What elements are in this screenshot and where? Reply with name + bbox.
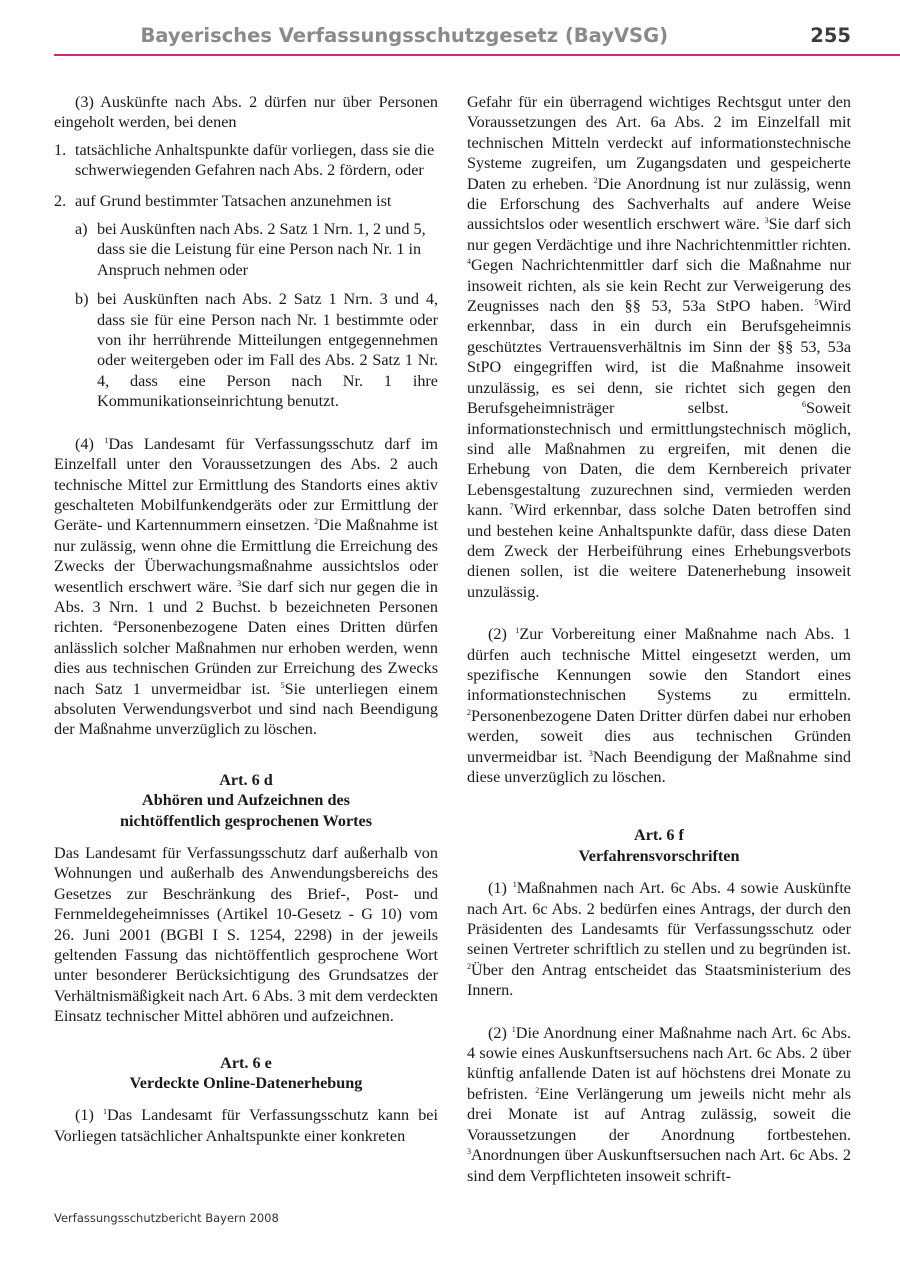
sentence-number: 2 bbox=[593, 175, 598, 185]
paragraph-prefix: (4) bbox=[75, 434, 105, 453]
article-number: Art. 6 e bbox=[220, 1053, 272, 1072]
article-number: Art. 6 f bbox=[634, 826, 684, 845]
page-number: 255 bbox=[810, 24, 851, 47]
sentence-number: 1 bbox=[511, 1024, 516, 1034]
sentence-number: 1 bbox=[104, 435, 109, 445]
sub-item-b bbox=[75, 289, 438, 411]
sentence: Anordnungen über Auskunftsersuchen nach Art. 6c Abs. 2 sind dem Verpflichteten insoweit schrift- bbox=[467, 1146, 851, 1185]
sentence-number: 2 bbox=[467, 961, 471, 971]
sentence: Sie darf sich nur gegen die in Abs. 3 Nrn. 1 und 2 Buchst. b bezeichneten Personen richten. bbox=[54, 577, 439, 637]
sentence: Die Anordnung ist nur zulässig, wenn die Erforschung des Sachverhalts auf andere Weise aussichtslos oder wesentlich erschwert wäre. bbox=[467, 174, 851, 234]
sentence: Die Anordnung einer Maßnahme nach Art. 6c Abs. 4 sowie eines Auskunftsersuchens nach Art. 6c Abs. 2 über künftig anfallende Daten ist auf höchstens drei Monate zu befristen. bbox=[467, 1023, 851, 1103]
sentence-number: 2 bbox=[535, 1085, 540, 1095]
sentence: Sie unterliegen einem absoluten Verwendungsverbot und sind nach Beendigung der Maßnahme unverzüglich zu löschen. bbox=[54, 679, 438, 739]
sentence-number: 4 bbox=[113, 619, 118, 629]
article-6e-paragraph-1-continued bbox=[467, 92, 851, 602]
sentence: Das Landesamt für Verfassungsschutz kann bei Vorliegen tatsächlicher Anhaltspunkte einer konkreten bbox=[54, 1106, 438, 1145]
sentence: Gegen Nachrichtenmittler darf sich die Maßnahme nur insoweit richten, als sie kein Recht zur Verweigerung des Zeugnisses nach den §§ 53, 53a StPO haben. bbox=[467, 256, 851, 316]
sentence-number: 1 bbox=[102, 1107, 107, 1117]
paragraph-prefix: (1) bbox=[75, 1106, 103, 1125]
sentence-number: 7 bbox=[509, 502, 514, 512]
article-6d-heading bbox=[54, 770, 438, 831]
article-title: Verdeckte Online-Datenerhebung bbox=[129, 1074, 363, 1093]
list-item-text: auf Grund bestimmter Tatsachen anzunehmen ist bbox=[75, 191, 392, 210]
sentence: Soweit informationstechnisch und ermittlungstechnisch möglich, sind alle Maßnahmen zu ergreifen, mit denen die Erhebung von Daten, die dem Kernbereich privater Lebensgestaltung zuzurechnen sind, vermieden werden kann. bbox=[467, 399, 851, 520]
article-6e-paragraph-2 bbox=[467, 624, 851, 787]
sentence-number: 6 bbox=[802, 400, 807, 410]
sentence: Das Landesamt für Verfassungsschutz darf im Einzelfall unter den Voraussetzungen des Abs. 2 auch technische Mittel zur Ermittlung des Standorts eines aktiv geschalteten Mobilfunkendgeräts oder zur Ermittlung der Geräte- und Kartennummern einsetzen. bbox=[54, 434, 438, 535]
list-number: 1. bbox=[54, 140, 67, 159]
sentence-number: 1 bbox=[512, 880, 517, 890]
article-6e-paragraph-1 bbox=[54, 1105, 438, 1146]
list-item-text: tatsächliche Anhaltspunkte dafür vorliegen, dass sie die schwerwiegenden Gefahren nach Abs. 2 fördern, oder bbox=[75, 140, 435, 180]
sentence-number: 3 bbox=[764, 216, 769, 226]
article-6f-heading bbox=[467, 825, 851, 866]
sub-item-a bbox=[75, 219, 438, 280]
article-number: Art. 6 d bbox=[219, 770, 273, 789]
article-title: Verfahrensvorschriften bbox=[578, 846, 740, 865]
sentence: Eine Verlängerung um jeweils nicht mehr als drei Monate ist auf Antrag zulässig, soweit die Voraussetzungen der Anordnung fortbestehen. bbox=[467, 1084, 851, 1144]
sentence: Nach Beendigung der Maßnahme sind diese unverzüglich zu löschen. bbox=[467, 747, 851, 786]
paragraph-prefix: (2) bbox=[488, 625, 516, 644]
paragraph-3-intro: (3) Auskünfte nach Abs. 2 dürfen nur über Personen eingeholt werden, bei denen bbox=[54, 93, 438, 132]
page-footer: Verfassungsschutzbericht Bayern 2008 bbox=[54, 1211, 279, 1225]
paragraph-prefix: (1) bbox=[488, 879, 513, 898]
sentence-number: 4 bbox=[467, 257, 471, 267]
sentence-number: 5 bbox=[814, 298, 819, 308]
article-6d-text: Das Landesamt für Verfassungsschutz darf außerhalb von Wohnungen und außerhalb des Anwendungsbereichs des Gesetzes zur Beschränkung des Brief-, Post- und Fernmeldegeheimnisses (Artikel 10-Gesetz - G 10) vom 26. Juni 2001 (BGBl I S. 1254, 2298) in der jeweils geltenden Fassung das nichtöffentlich gesprochene Wort unter besonderer Berücksichtigung des Grundsatzes der Verhältnismäßigkeit nach Art. 6 Abs. 3 mit dem verdeckten Einsatz technischer Mittel abhören und aufzeichnen. bbox=[54, 844, 438, 1026]
article-6f-paragraph-1 bbox=[467, 878, 851, 1000]
list-number: 2. bbox=[54, 191, 67, 210]
sentence-number: 2 bbox=[467, 707, 471, 717]
sentence: Sie darf sich nur gegen Verdächtige und ihre Nachrichtenmittler richten. bbox=[467, 215, 851, 254]
sentence: Gefahr für ein überragend wichtiges Rechtsgut unter den Voraussetzungen des Art. 6a Abs. 2 im Einzelfall mit technischen Mitteln verdeckt auf informationstechnische Systeme zugreifen, um Zugangsdaten und gespeicherte Daten zu erheben. bbox=[467, 93, 851, 193]
sentence: Personenbezogene Daten Dritter dürfen dabei nur erhoben werden, soweit dies aus technischen Gründen unvermeidbar ist. bbox=[467, 706, 851, 766]
sub-item-label: b) bbox=[75, 290, 89, 309]
sentence: Die Maßnahme ist nur zulässig, wenn ohne die Ermittlung die Erreichung des Zwecks der Überwachungsmaßnahme aussichtslos oder wesentlich erschwert wäre. bbox=[54, 516, 438, 596]
sentence: Zur Vorbereitung einer Maßnahme nach Abs. 1 dürfen auch technische Mittel eingesetzt werden, um spezifische Kennungen sowie den Standort eines informationstechnischen Systems zu ermitteln. bbox=[467, 625, 852, 705]
sentence: Wird erkennbar, dass solche Daten betroffen sind und bestehen keine Anhaltspunkte dafür, dass diese Daten dem Zweck der Herbeiführung eines Erhebungsverbots dienen sollen, ist die weitere Datenerhebung insoweit unzulässig. bbox=[467, 501, 851, 601]
sub-item-label: a) bbox=[75, 220, 88, 239]
sentence-number: 5 bbox=[280, 680, 285, 690]
article-6f-paragraph-2 bbox=[467, 1023, 851, 1186]
page-header bbox=[54, 22, 900, 56]
sub-item-text: bei Auskünften nach Abs. 2 Satz 1 Nrn. 3 und 4, dass sie für eine Person nach Nr. 1 bestimmte oder von ihr herrührende Mitteilungen entgegennehmen oder weitergeben oder im Fall des Abs. 2 Satz 1 Nr. 4, dass eine Person nach Nr. 1 ihre Kommunikationseinrichtung benutzt. bbox=[97, 290, 438, 411]
article-6e-heading bbox=[54, 1053, 438, 1094]
sub-item-text: bei Auskünften nach Abs. 2 Satz 1 Nrn. 1, 2 und 5, dass sie die Leistung für eine Person nach Nr. 1 in Anspruch nehmen oder bbox=[97, 220, 426, 279]
sentence-number: 3 bbox=[467, 1147, 471, 1157]
sentence-number: 3 bbox=[588, 748, 593, 758]
sentence: Maßnahmen nach Art. 6c Abs. 4 sowie Auskünfte nach Art. 6c Abs. 2 bedürfen eines Antrags, der durch den Präsidenten des Landesamts für Verfassungsschutz oder seinen Vertreter schriftlich zu stellen und zu begründen ist. bbox=[467, 879, 851, 959]
paragraph-4 bbox=[54, 434, 438, 740]
sentence: Wird erkennbar, dass in ein durch ein Berufsgeheimnis geschütztes Vertrauensverhältnis im Sinn der §§ 53, 53a StPO eingegriffen wird, ist die Maßnahme insoweit unzulässig, es sei denn, sie richtet sich gegen den Berufsgeheimnisträger selbst. bbox=[467, 297, 851, 418]
sentence: Personenbezogene Daten eines Dritten dürfen anlässlich solcher Maßnahmen nur erhoben werden, wenn dies aus technischen Gründen zur Erreichung des Zwecks nach Satz 1 unvermeidbar ist. bbox=[54, 618, 439, 698]
paragraph-prefix: (2) bbox=[488, 1023, 512, 1042]
left-column bbox=[54, 92, 438, 1146]
sentence: Über den Antrag entscheidet das Staatsministerium des Innern. bbox=[467, 960, 851, 1000]
article-title: nichtöffentlich gesprochenen Wortes bbox=[119, 811, 373, 830]
sentence-number: 1 bbox=[515, 626, 520, 636]
sentence-number: 3 bbox=[237, 578, 242, 588]
list-item-2 bbox=[54, 191, 438, 211]
running-title: Bayerisches Verfassungsschutzgesetz (BayVSG) bbox=[140, 24, 668, 47]
list-item-1 bbox=[54, 140, 438, 181]
right-column bbox=[467, 92, 851, 1186]
sentence-number: 2 bbox=[314, 517, 319, 527]
article-title: Abhören und Aufzeichnen des bbox=[142, 791, 350, 810]
